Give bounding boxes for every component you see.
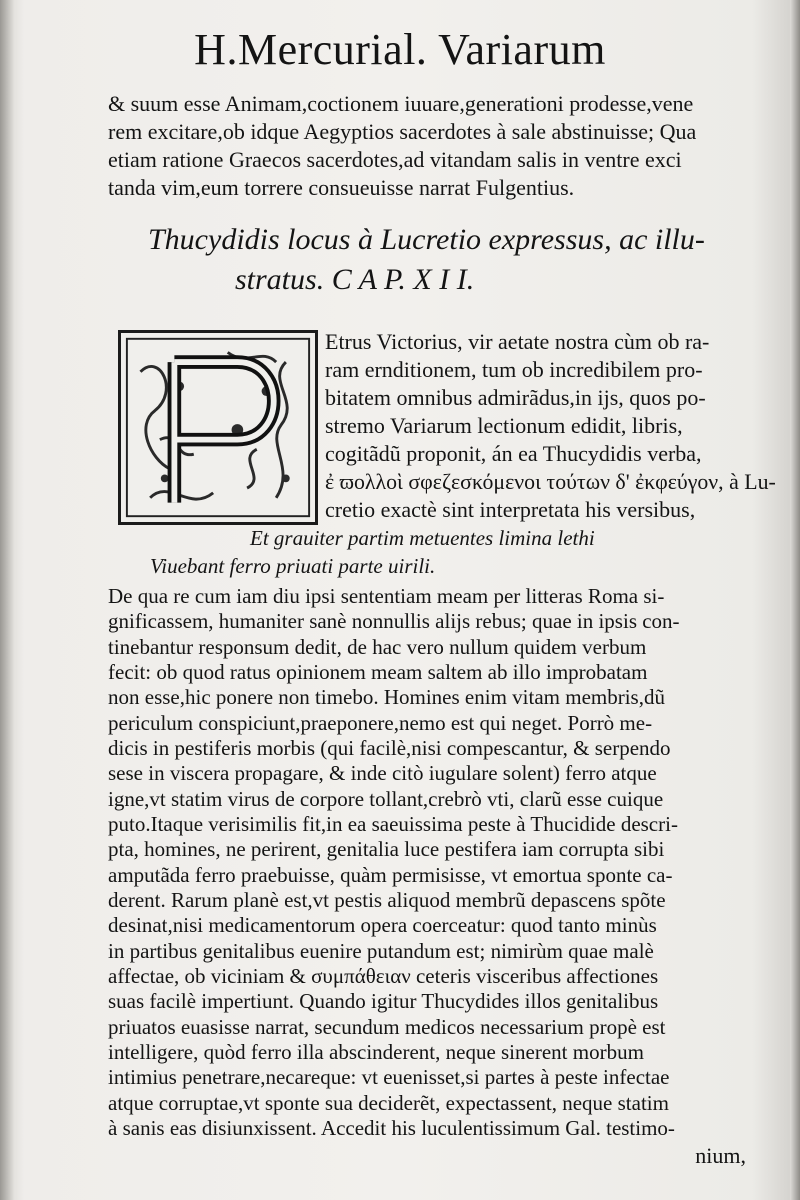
text-line: tanda vim,eum torrere consueuisse narrat Fulgentius. xyxy=(108,175,575,200)
text-line: affectae, ob viciniam & συμπάθειαν ceteris visceribus affectiones xyxy=(108,964,659,988)
text-line: bitatem omnibus admirãdus,in ijs, quos po- xyxy=(325,385,706,410)
ornamental-initial-icon xyxy=(121,333,315,522)
text-line: atque corruptae,vt sponte sua deciderẽt, expectassent, neque statim xyxy=(108,1090,669,1115)
text-line: intelligere, quòd ferro illa abscinderent, neque sinerent morbum xyxy=(108,1040,644,1064)
text-line: & suum esse Animam,coctionem iuuare,generationi prodesse,vene xyxy=(108,91,694,116)
text-line: priuatos euasisse narrat, secundum medicos necessarium propè est xyxy=(108,1014,666,1039)
text-line: intimius penetrare,necareque: vt euenisset,si partes à peste infectae xyxy=(108,1065,670,1090)
text-line: amputãda ferro praebuisse, quàm permisisse, vt emortua sponte ca- xyxy=(108,862,673,887)
text-line: à sanis eas disiunxissent. Accedit his luculentissimum Gal. testimo- xyxy=(108,1116,675,1140)
text-line: derent. Rarum planè est,vt pestis aliquod membrũ depascens spõte xyxy=(108,888,666,912)
text-line: in partibus genitalibus euenire putandum est; nimirùm quae malè xyxy=(108,938,654,963)
chapter-heading-continued: stratus. C A P. X I I. xyxy=(235,263,475,296)
text-line: Etrus Victorius, vir aetate nostra cùm ob ra- xyxy=(325,329,710,354)
text-line: De qua re cum iam diu ipsi sententiam meam per litteras Roma si- xyxy=(108,584,665,608)
greek-text-line: ἐ ϖολλοὶ σφεζεσκόμενοι τούτων δ' ἐκφεύγον, à Lu- xyxy=(325,469,776,494)
text-line: pta, homines, ne perirent, genitalia luce pestifera iam corrupta sibi xyxy=(108,837,665,862)
text-line: tinebantur responsum dedit, de hac vero nullum quidem verbum xyxy=(108,634,647,659)
running-head: H.Mercurial. Variarum xyxy=(194,25,606,74)
decorated-initial-p xyxy=(118,330,318,525)
page-edge-shadow-left xyxy=(0,0,14,1200)
text-line: dicis in pestiferis morbis (qui facilè,nisi compescantur, & serpendo xyxy=(108,736,671,760)
text-line: rem excitare,ob idque Aegyptios sacerdotes à sale abstinuisse; Qua xyxy=(108,119,697,144)
catchword: nium, xyxy=(695,1143,746,1169)
text-line: suas facilè impertiunt. Quando igitur Thucydides illos genitalibus xyxy=(108,989,659,1014)
text-line: non esse,hic ponere non timebo. Homines enim vitam membris,dũ xyxy=(108,685,665,710)
page-edge-shadow-right xyxy=(790,0,800,1200)
verse-line: Et grauiter partim metuentes limina lethi xyxy=(250,526,595,550)
verse-line: Viuebant ferro priuati parte uirili. xyxy=(150,554,436,578)
text-line: puto.Itaque verisimilis fit,in ea saeuissima peste à Thucidide descri- xyxy=(108,812,678,836)
text-line: cogitãdũ proponit, án ea Thucydidis verba, xyxy=(325,441,702,466)
text-line: fecit: ob quod ratus opinionem meam saltem ab illo improbatam xyxy=(108,660,648,684)
text-line: stremo Variarum lectionum edidit, libris, xyxy=(325,413,683,438)
text-line: igne,vt statim virus de corpore tollant,crebrò vti, clarũ esse cuique xyxy=(108,786,664,811)
text-line: cretio exactè sint interpretata his versibus, xyxy=(325,497,696,522)
text-line: periculum conspiciunt,praeponere,nemo est qui neget. Porrò me- xyxy=(108,710,653,735)
text-line: sese in viscera propagare, & inde citò iugulare solent) ferro atque xyxy=(108,761,657,786)
text-line: etiam ratione Graecos sacerdotes,ad vitandam salis in ventre exci xyxy=(108,147,682,172)
text-line: desinat,nisi medicamentorum opera coerceatur: quod tanto minùs xyxy=(108,913,657,938)
text-line: ram ernditionem, tum ob incredibilem pro- xyxy=(325,357,703,382)
chapter-heading: Thucydidis locus à Lucretio expressus, ac illu- xyxy=(148,223,705,256)
text-line: gnificassem, humaniter sanè nonnullis alijs rebus; quae in ipsis con- xyxy=(108,609,680,634)
